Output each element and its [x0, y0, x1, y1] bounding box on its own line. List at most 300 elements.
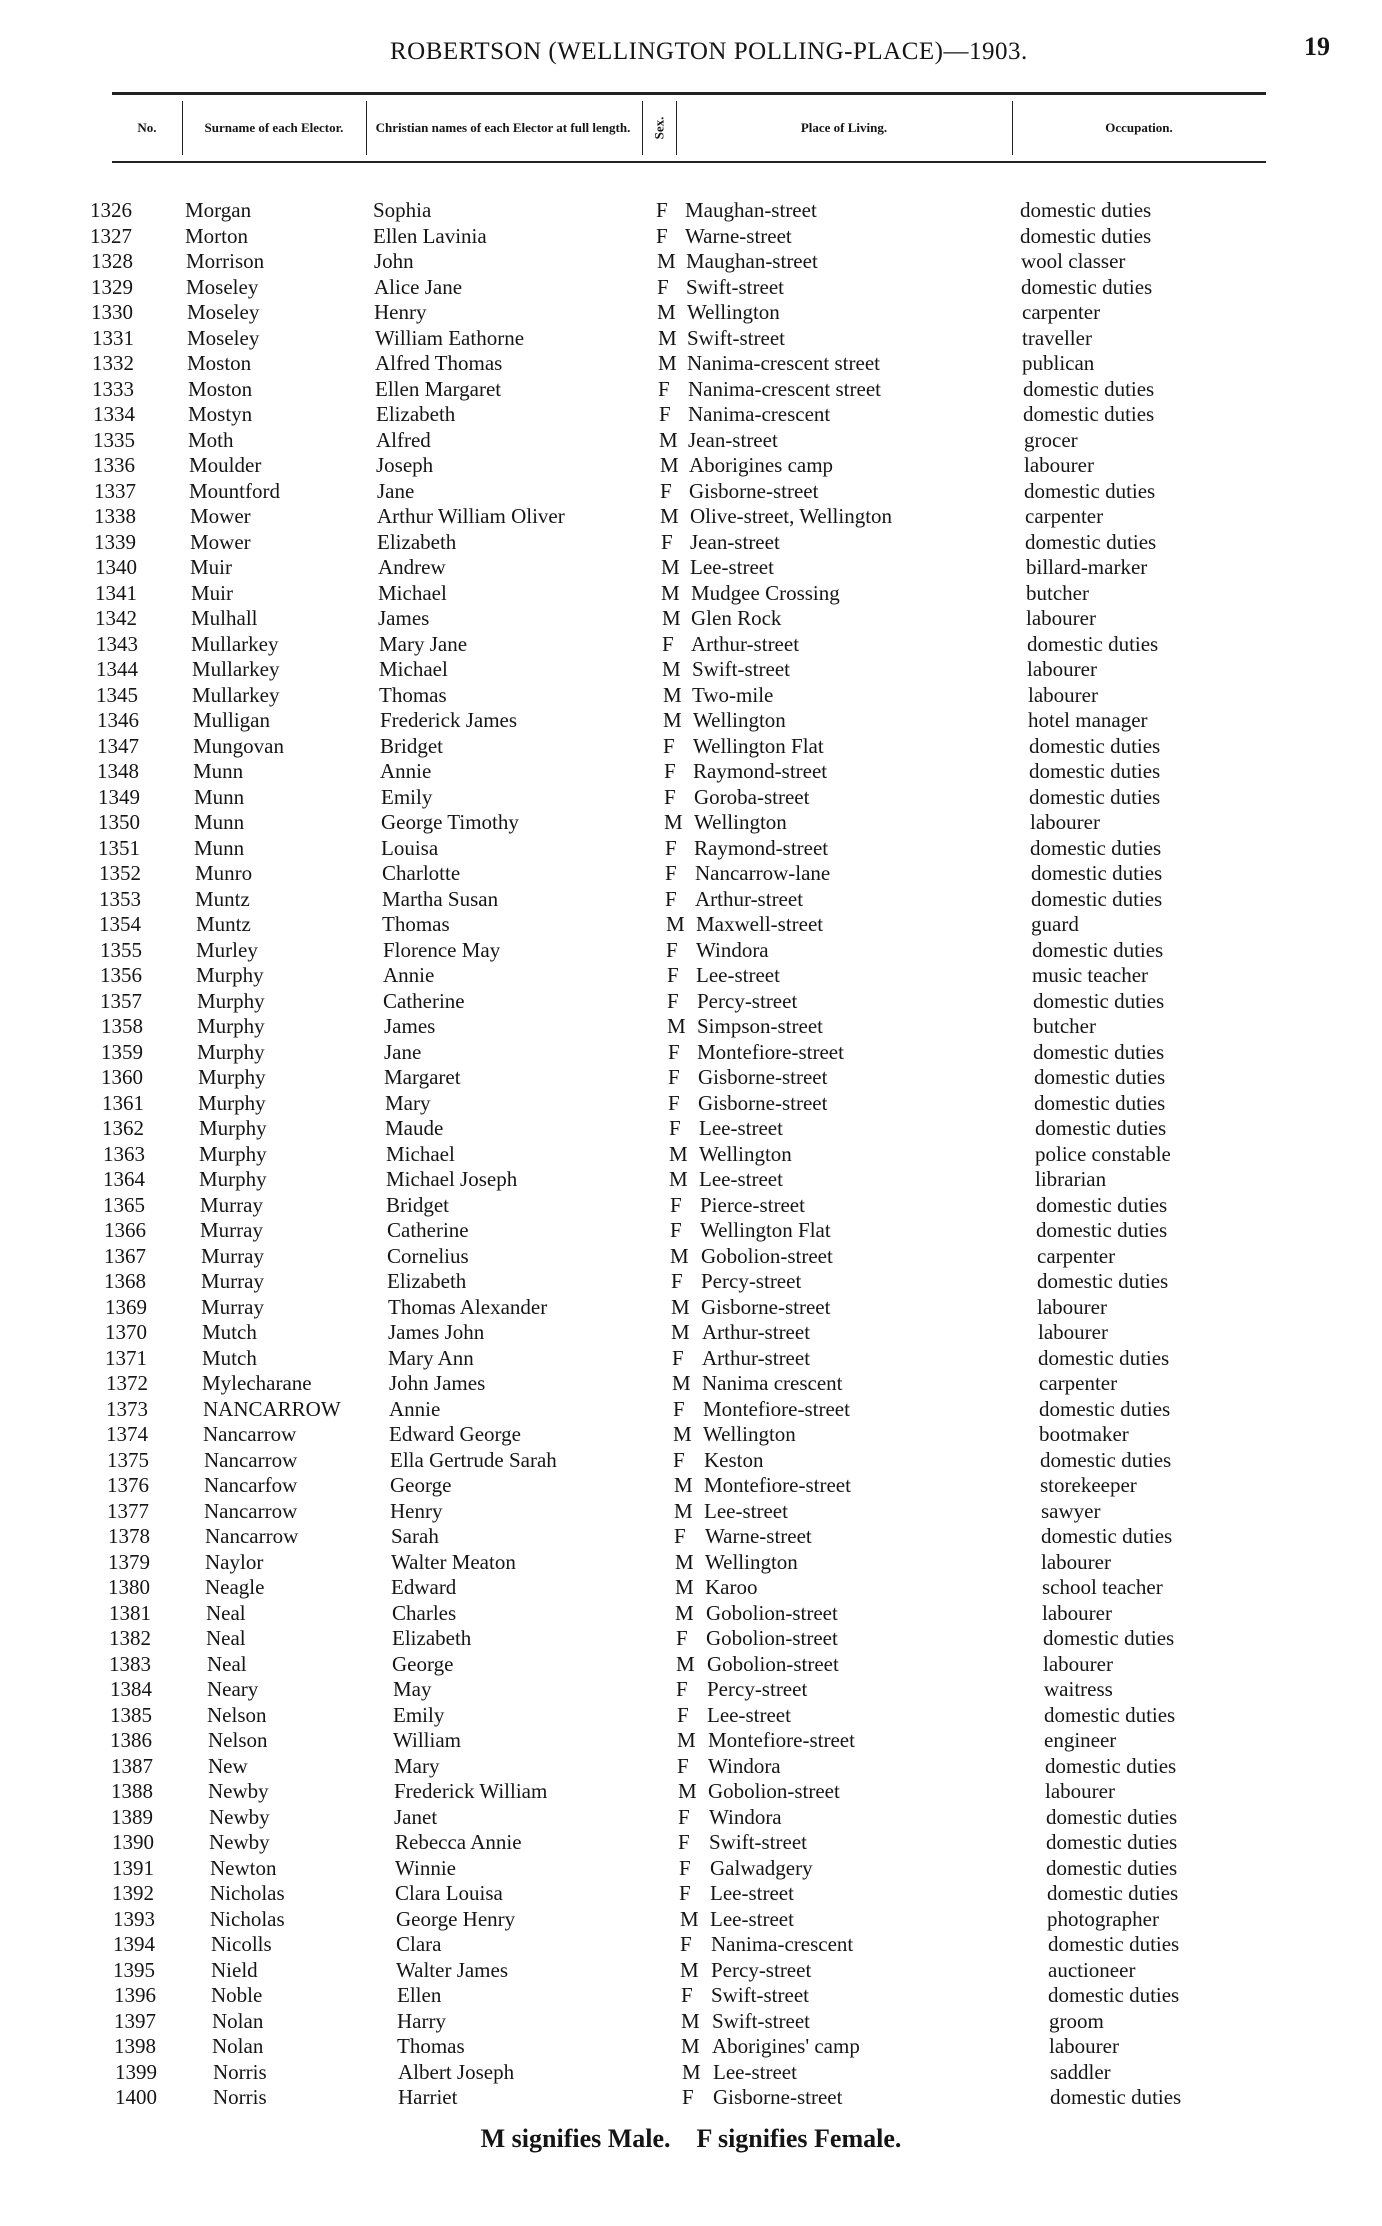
elector-sex: F	[667, 989, 679, 1013]
elector-number: 1381	[109, 1601, 151, 1625]
table-row	[0, 1805, 1382, 1830]
elector-place: Wellington	[703, 1422, 796, 1446]
elector-occupation: domestic duties	[1037, 1269, 1169, 1293]
elector-place: Simpson-street	[697, 1014, 823, 1038]
table-row	[0, 1779, 1382, 1804]
elector-surname: Neal	[206, 1626, 246, 1650]
elector-surname: Mullarkey	[192, 683, 280, 707]
elector-christian-names: Arthur William Oliver	[377, 504, 565, 528]
elector-christian-names: Ellen Margaret	[375, 377, 502, 401]
elector-occupation: carpenter	[1037, 1244, 1116, 1268]
elector-christian-names: Mary Ann	[388, 1346, 474, 1370]
elector-number: 1349	[98, 785, 140, 809]
elector-occupation: butcher	[1033, 1014, 1096, 1038]
elector-sex: M	[675, 1601, 694, 1625]
elector-number: 1399	[115, 2060, 157, 2084]
table-row	[0, 1473, 1382, 1498]
elector-place: Lee-street	[704, 1499, 788, 1523]
elector-place: Montefiore-street	[703, 1397, 850, 1421]
elector-christian-names: Thomas	[379, 683, 447, 707]
elector-surname: Neary	[207, 1677, 259, 1701]
table-row	[0, 759, 1382, 784]
elector-number: 1345	[96, 683, 138, 707]
elector-number: 1359	[101, 1040, 143, 1064]
elector-christian-names: Clara Louisa	[395, 1881, 503, 1905]
elector-number: 1360	[101, 1065, 143, 1089]
elector-number: 1370	[105, 1320, 147, 1344]
elector-sex: M	[681, 2034, 700, 2058]
elector-number: 1390	[112, 1830, 154, 1854]
elector-surname: Mulligan	[193, 708, 270, 732]
table-row	[0, 1371, 1382, 1396]
elector-number: 1385	[110, 1703, 152, 1727]
elector-christian-names: Louisa	[381, 836, 439, 860]
elector-surname: Murphy	[198, 1091, 266, 1115]
table-row	[0, 1703, 1382, 1728]
elector-place: Nanima-crescent	[711, 1932, 854, 1956]
elector-surname: New	[208, 1754, 248, 1778]
elector-place: Windora	[709, 1805, 782, 1829]
elector-sex: F	[668, 1091, 680, 1115]
elector-occupation: domestic duties	[1024, 479, 1156, 503]
elector-place: Percy-street	[697, 989, 798, 1013]
elector-place: Swift-street	[709, 1830, 807, 1854]
elector-number: 1326	[90, 198, 132, 222]
elector-number: 1335	[93, 428, 135, 452]
elector-christian-names: Maude	[385, 1116, 444, 1140]
elector-occupation: auctioneer	[1048, 1958, 1136, 1982]
table-row	[0, 785, 1382, 810]
elector-number: 1398	[114, 2034, 156, 2058]
elector-surname: Murphy	[197, 1040, 265, 1064]
elector-christian-names: John	[374, 249, 414, 273]
elector-surname: Mutch	[202, 1320, 257, 1344]
table-row	[0, 428, 1382, 453]
elector-occupation: sawyer	[1041, 1499, 1101, 1523]
elector-number: 1393	[113, 1907, 155, 1931]
page-number: 19	[1304, 32, 1330, 61]
table-row	[0, 479, 1382, 504]
elector-number: 1358	[101, 1014, 143, 1038]
elector-place: Jean-street	[690, 530, 780, 554]
elector-surname: Mylecharane	[202, 1371, 312, 1395]
elector-number: 1386	[110, 1728, 152, 1752]
elector-surname: Nancarrow	[205, 1524, 299, 1548]
elector-christian-names: James	[378, 606, 430, 630]
elector-place: Gisborne-street	[698, 1065, 828, 1089]
elector-christian-names: Bridget	[386, 1193, 449, 1217]
elector-surname: Nancarrow	[203, 1422, 297, 1446]
elector-number: 1383	[109, 1652, 151, 1676]
table-row	[0, 989, 1382, 1014]
col-header-christian-names: Christian names of each Elector at full length.	[375, 120, 631, 135]
elector-number: 1363	[103, 1142, 145, 1166]
elector-surname: Neal	[207, 1652, 247, 1676]
elector-number: 1365	[103, 1193, 145, 1217]
elector-surname: Mungovan	[193, 734, 284, 758]
elector-occupation: domestic duties	[1023, 402, 1155, 426]
elector-occupation: labourer	[1030, 810, 1100, 834]
elector-place: Karoo	[705, 1575, 758, 1599]
elector-christian-names: Mary	[385, 1091, 431, 1115]
elector-surname: Murphy	[197, 989, 265, 1013]
elector-sex: F	[668, 1065, 680, 1089]
elector-place: Nanima-crescent street	[687, 351, 880, 375]
elector-occupation: grocer	[1024, 428, 1078, 452]
elector-sex: F	[664, 759, 676, 783]
elector-christian-names: Sophia	[373, 198, 432, 222]
elector-sex: M	[659, 428, 678, 452]
elector-christian-names: Jane	[384, 1040, 422, 1064]
elector-place: Lee-street	[710, 1907, 794, 1931]
column-divider	[366, 101, 367, 155]
elector-number: 1352	[99, 861, 141, 885]
elector-number: 1391	[112, 1856, 154, 1880]
elector-christian-names: George	[390, 1473, 452, 1497]
elector-number: 1372	[106, 1371, 148, 1395]
elector-number: 1374	[106, 1422, 148, 1446]
elector-place: Gobolion-street	[706, 1601, 838, 1625]
elector-number: 1373	[106, 1397, 148, 1421]
elector-sex: M	[671, 1295, 690, 1319]
elector-surname: Mower	[190, 530, 251, 554]
elector-place: Windora	[708, 1754, 781, 1778]
elector-occupation: domestic duties	[1021, 275, 1153, 299]
elector-christian-names: Florence May	[383, 938, 501, 962]
elector-christian-names: Elizabeth	[387, 1269, 467, 1293]
elector-number: 1361	[102, 1091, 144, 1115]
elector-sex: M	[660, 504, 679, 528]
table-row	[0, 1193, 1382, 1218]
elector-number: 1355	[100, 938, 142, 962]
elector-occupation: saddler	[1050, 2060, 1111, 2084]
table-header	[112, 92, 1266, 163]
elector-christian-names: George Timothy	[381, 810, 519, 834]
elector-number: 1332	[92, 351, 134, 375]
elector-place: Pierce-street	[700, 1193, 805, 1217]
elector-occupation: domestic duties	[1029, 759, 1161, 783]
elector-number: 1362	[102, 1116, 144, 1140]
elector-number: 1380	[108, 1575, 150, 1599]
elector-surname: Nancarrow	[204, 1499, 298, 1523]
elector-sex: F	[682, 2085, 694, 2109]
elector-christian-names: Mary	[394, 1754, 440, 1778]
elector-occupation: bootmaker	[1039, 1422, 1129, 1446]
elector-place: Gobolion-street	[701, 1244, 833, 1268]
elector-surname: Morton	[185, 224, 248, 248]
elector-christian-names: Mary Jane	[379, 632, 468, 656]
table-row	[0, 1346, 1382, 1371]
elector-number: 1382	[109, 1626, 151, 1650]
elector-place: Aborigines' camp	[712, 2034, 860, 2058]
elector-sex: F	[679, 1856, 691, 1880]
elector-place: Wellington	[694, 810, 787, 834]
elector-number: 1343	[96, 632, 138, 656]
table-row	[0, 530, 1382, 555]
elector-occupation: waitress	[1044, 1677, 1113, 1701]
elector-occupation: domestic duties	[1035, 1116, 1167, 1140]
elector-sex: F	[667, 963, 679, 987]
elector-surname: Morgan	[185, 198, 252, 222]
elector-number: 1348	[97, 759, 139, 783]
elector-surname: Mulhall	[191, 606, 258, 630]
elector-place: Wellington	[693, 708, 786, 732]
elector-number: 1394	[113, 1932, 155, 1956]
elector-surname: Newton	[210, 1856, 277, 1880]
table-row	[0, 810, 1382, 835]
elector-sex: F	[668, 1040, 680, 1064]
table-row	[0, 300, 1382, 325]
elector-sex: M	[658, 326, 677, 350]
elector-christian-names: Albert Joseph	[398, 2060, 515, 2084]
elector-surname: Murphy	[199, 1167, 267, 1191]
elector-sex: F	[681, 1983, 693, 2007]
table-row	[0, 1626, 1382, 1651]
elector-sex: M	[674, 1499, 693, 1523]
elector-place: Mudgee Crossing	[691, 581, 840, 605]
elector-christian-names: Bridget	[380, 734, 443, 758]
elector-number: 1338	[94, 504, 136, 528]
elector-place: Wellington Flat	[693, 734, 824, 758]
elector-christian-names: Edward	[391, 1575, 457, 1599]
elector-occupation: butcher	[1026, 581, 1089, 605]
elector-occupation: engineer	[1044, 1728, 1117, 1752]
table-row	[0, 1167, 1382, 1192]
elector-number: 1341	[95, 581, 137, 605]
elector-occupation: domestic duties	[1038, 1346, 1170, 1370]
elector-occupation: domestic duties	[1031, 861, 1163, 885]
elector-number: 1337	[94, 479, 136, 503]
elector-place: Nanima-crescent street	[688, 377, 881, 401]
elector-christian-names: Michael	[379, 657, 448, 681]
elector-christian-names: Michael	[386, 1142, 455, 1166]
table-row	[0, 1728, 1382, 1753]
elector-occupation: domestic duties	[1048, 1932, 1180, 1956]
elector-number: 1342	[95, 606, 137, 630]
elector-christian-names: Charlotte	[382, 861, 461, 885]
elector-place: Lee-street	[710, 1881, 794, 1905]
elector-christian-names: Frederick James	[380, 708, 518, 732]
elector-surname: Moth	[188, 428, 234, 452]
elector-number: 1346	[97, 708, 139, 732]
elector-sex: M	[672, 1371, 691, 1395]
elector-place: Lee-street	[707, 1703, 791, 1727]
elector-number: 1388	[111, 1779, 153, 1803]
elector-place: Two-mile	[692, 683, 774, 707]
elector-christian-names: John James	[389, 1371, 486, 1395]
elector-place: Lee-street	[699, 1167, 783, 1191]
table-row	[0, 861, 1382, 886]
elector-christian-names: Walter Meaton	[391, 1550, 516, 1574]
elector-place: Montefiore-street	[704, 1473, 851, 1497]
elector-christian-names: Edward George	[389, 1422, 521, 1446]
elector-christian-names: Catherine	[383, 989, 465, 1013]
table-row	[0, 1524, 1382, 1549]
table-row	[0, 683, 1382, 708]
elector-occupation: domestic duties	[1034, 1065, 1166, 1089]
elector-surname: Nancarrow	[204, 1448, 298, 1472]
table-row	[0, 326, 1382, 351]
elector-christian-names: Alice Jane	[374, 275, 463, 299]
table-row	[0, 1269, 1382, 1294]
elector-place: Goroba-street	[694, 785, 810, 809]
elector-surname: Moulder	[189, 453, 262, 477]
elector-christian-names: Alfred Thomas	[375, 351, 503, 375]
table-row	[0, 708, 1382, 733]
table-row	[0, 1677, 1382, 1702]
table-row	[0, 351, 1382, 376]
elector-number: 1366	[104, 1218, 146, 1242]
elector-sex: F	[670, 1193, 682, 1217]
elector-christian-names: Thomas	[382, 912, 450, 936]
elector-occupation: carpenter	[1022, 300, 1101, 324]
elector-occupation: labourer	[1042, 1601, 1112, 1625]
elector-number: 1375	[107, 1448, 149, 1472]
elector-occupation: carpenter	[1039, 1371, 1118, 1395]
elector-place: Windora	[696, 938, 769, 962]
elector-occupation: storekeeper	[1040, 1473, 1137, 1497]
page-title: ROBERTSON (WELLINGTON POLLING-PLACE)—1903.	[390, 38, 1028, 65]
col-header-sex-cell	[644, 95, 674, 161]
elector-sex: F	[665, 887, 677, 911]
elector-number: 1368	[104, 1269, 146, 1293]
elector-christian-names: James	[384, 1014, 436, 1038]
elector-christian-names: Thomas Alexander	[388, 1295, 548, 1319]
elector-place: Keston	[704, 1448, 764, 1472]
elector-surname: Newby	[209, 1805, 270, 1829]
table-row	[0, 1397, 1382, 1422]
table-row	[0, 1295, 1382, 1320]
elector-surname: Nicolls	[211, 1932, 272, 1956]
elector-christian-names: William Eathorne	[375, 326, 525, 350]
elector-surname: Murray	[201, 1244, 264, 1268]
table-row	[0, 504, 1382, 529]
elector-number: 1356	[100, 963, 142, 987]
elector-number: 1333	[92, 377, 134, 401]
elector-christian-names: Henry	[390, 1499, 443, 1523]
table-row	[0, 377, 1382, 402]
table-row	[0, 1014, 1382, 1039]
column-divider	[182, 101, 183, 155]
table-row	[0, 402, 1382, 427]
elector-christian-names: Annie	[389, 1397, 441, 1421]
elector-sex: F	[657, 275, 669, 299]
elector-place: Wellington	[687, 300, 780, 324]
elector-sex: M	[667, 1014, 686, 1038]
elector-occupation: domestic duties	[1043, 1626, 1175, 1650]
elector-occupation: domestic duties	[1036, 1193, 1168, 1217]
table-row	[0, 581, 1382, 606]
elector-sex: F	[671, 1269, 683, 1293]
elector-occupation: labourer	[1026, 606, 1096, 630]
elector-christian-names: Ella Gertrude Sarah	[390, 1448, 557, 1472]
elector-christian-names: Cornelius	[387, 1244, 469, 1268]
elector-place: Arthur-street	[702, 1346, 811, 1370]
elector-surname: Murray	[201, 1269, 264, 1293]
elector-sex: F	[670, 1218, 682, 1242]
elector-place: Gobolion-street	[708, 1779, 840, 1803]
elector-occupation: domestic duties	[1047, 1881, 1179, 1905]
elector-christian-names: Charles	[392, 1601, 457, 1625]
elector-occupation: guard	[1031, 912, 1079, 936]
elector-sex: F	[666, 938, 678, 962]
elector-surname: Murphy	[199, 1116, 267, 1140]
elector-occupation: labourer	[1028, 683, 1098, 707]
elector-sex: M	[662, 657, 681, 681]
elector-surname: Munn	[193, 759, 244, 783]
table-row	[0, 1958, 1382, 1983]
elector-sex: M	[663, 683, 682, 707]
elector-christian-names: Thomas	[397, 2034, 465, 2058]
elector-sex: F	[664, 785, 676, 809]
col-header-surname: Surname of each Elector.	[204, 120, 344, 135]
table-row	[0, 1065, 1382, 1090]
elector-occupation: domestic duties	[1027, 632, 1159, 656]
elector-number: 1396	[114, 1983, 156, 2007]
elector-christian-names: Michael	[378, 581, 447, 605]
elector-occupation: librarian	[1035, 1167, 1107, 1191]
elector-sex: M	[657, 300, 676, 324]
table-row	[0, 1830, 1382, 1855]
elector-place: Olive-street, Wellington	[690, 504, 893, 528]
elector-sex: F	[677, 1754, 689, 1778]
elector-sex: M	[664, 810, 683, 834]
elector-occupation: domestic duties	[1020, 198, 1152, 222]
elector-occupation: domestic duties	[1041, 1524, 1173, 1548]
elector-surname: Morrison	[186, 249, 265, 273]
elector-surname: Nancarfow	[204, 1473, 298, 1497]
elector-surname: Murray	[201, 1295, 264, 1319]
elector-number: 1331	[92, 326, 134, 350]
elector-occupation: domestic duties	[1044, 1703, 1176, 1727]
elector-sex: F	[673, 1448, 685, 1472]
elector-place: Maughan-street	[685, 198, 817, 222]
elector-surname: Munro	[195, 861, 253, 885]
elector-place: Gisborne-street	[701, 1295, 831, 1319]
elector-sex: M	[678, 1779, 697, 1803]
elector-place: Lee-street	[696, 963, 780, 987]
elector-surname: Muntz	[196, 912, 251, 936]
column-divider	[1012, 101, 1013, 155]
elector-occupation: domestic duties	[1039, 1397, 1171, 1421]
elector-surname: Neagle	[205, 1575, 265, 1599]
elector-occupation: labourer	[1045, 1779, 1115, 1803]
table-row	[0, 1091, 1382, 1116]
elector-place: Montefiore-street	[708, 1728, 855, 1752]
elector-place: Gobolion-street	[707, 1652, 839, 1676]
elector-place: Gisborne-street	[689, 479, 819, 503]
elector-surname: Murley	[196, 938, 258, 962]
elector-occupation: domestic duties	[1031, 887, 1163, 911]
elector-christian-names: George	[392, 1652, 454, 1676]
elector-occupation: domestic duties	[1050, 2085, 1182, 2109]
elector-place: Raymond-street	[694, 836, 829, 860]
table-row	[0, 275, 1382, 300]
elector-christian-names: Emily	[393, 1703, 445, 1727]
table-row	[0, 2009, 1382, 2034]
col-header-sex: Sex.	[651, 116, 666, 140]
elector-occupation: publican	[1022, 351, 1095, 375]
elector-surname: Nolan	[212, 2034, 264, 2058]
elector-occupation: domestic duties	[1034, 1091, 1166, 1115]
table-row	[0, 1040, 1382, 1065]
elector-number: 1354	[99, 912, 141, 936]
elector-number: 1367	[104, 1244, 146, 1268]
table-row	[0, 912, 1382, 937]
table-row	[0, 198, 1382, 223]
table-row	[0, 1932, 1382, 1957]
elector-christian-names: Harry	[397, 2009, 446, 2033]
